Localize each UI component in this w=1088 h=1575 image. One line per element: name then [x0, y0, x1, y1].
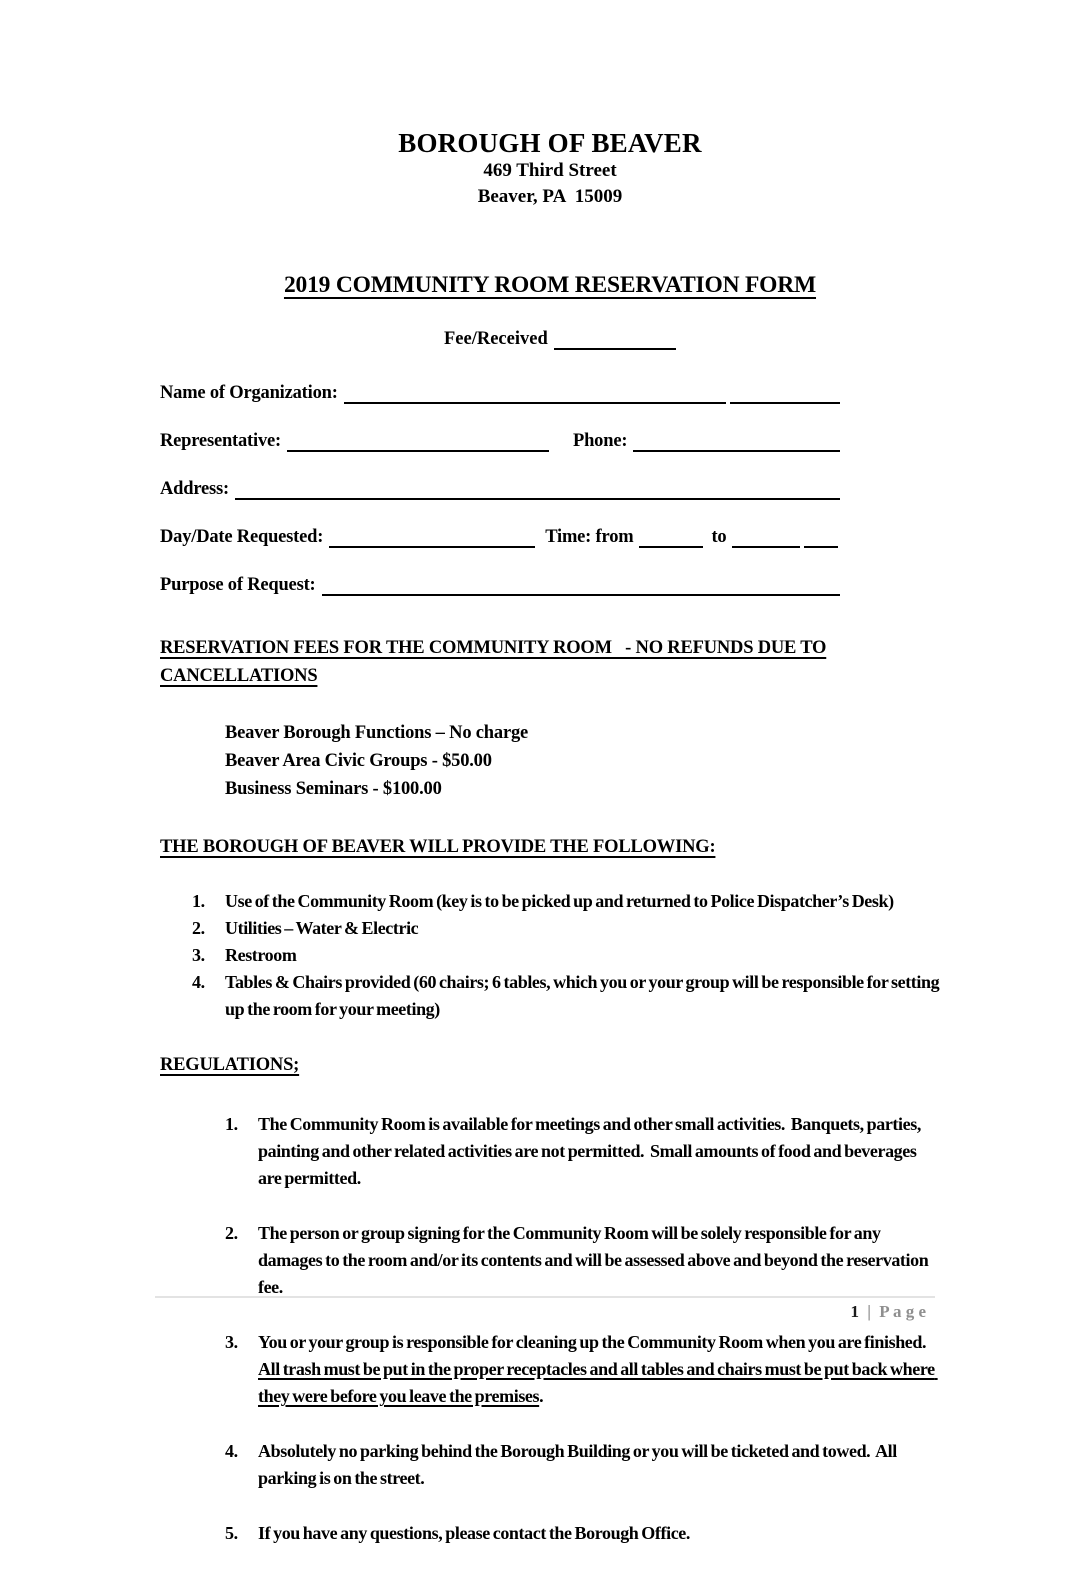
provisions-heading-text: THE BOROUGH OF BEAVER WILL PROVIDE THE FOLLOWING: [160, 836, 716, 857]
regulation-text: The Community Room is available for meetings and other small activities. Banquets, parties, painting and other related activities are not permitted. Small amounts of food and beverages are permitted. [258, 1114, 924, 1189]
list-item-number: 4. [192, 971, 205, 992]
list-item-text: Utilities – Water & Electric [225, 917, 419, 938]
list-item [225, 1220, 940, 1301]
list-item-text [258, 1438, 940, 1492]
fee-received-blank-line [554, 330, 676, 350]
provisions-section-heading [160, 833, 940, 862]
phone-blank-line [633, 432, 840, 452]
list-item-text: Use of the Community Room (key is to be picked up and returned to Police Dispatcher’s Desk) [225, 890, 894, 911]
day-date-blank-line [329, 528, 535, 548]
time-from-blank-line [639, 528, 703, 548]
list-item-number: 1. [192, 890, 205, 911]
purpose-blank-line [322, 576, 841, 596]
regulation-text: If you have any questions, please contact the Borough Office. [258, 1523, 690, 1544]
address-blank-line [235, 480, 840, 500]
fee-received-label: Fee/Received [444, 328, 548, 349]
field-address-row [160, 474, 840, 500]
field-daydate-row [160, 522, 840, 548]
list-item-number: 4. [225, 1441, 238, 1462]
fees-section-heading [160, 634, 940, 691]
regulation-text: The person or group signing for the Community Room will be solely responsible for any damages to the room and/or its contents and will be assessed above and beyond the reservation fee. [258, 1223, 932, 1298]
list-item [225, 1438, 940, 1492]
time-to-label: to [711, 526, 727, 547]
provisions-list [192, 888, 943, 1023]
page-number-footer [851, 1302, 927, 1322]
form-title-text: 2019 COMMUNITY ROOM RESERVATION FORM [283, 271, 817, 298]
field-purpose-row [160, 570, 840, 596]
list-item-number: 3. [192, 944, 205, 965]
fee-item: Business Seminars - $100.00 [225, 778, 442, 799]
list-item-number: 2. [225, 1223, 238, 1244]
fee-received-row [444, 329, 940, 350]
organization-label: Name of Organization: [160, 382, 338, 403]
fee-item: Beaver Area Civic Groups - $50.00 [225, 750, 492, 771]
list-item-text: Tables & Chairs provided (60 chairs; 6 tables, which you or your group will be responsible for setting up the room for your meeting) [225, 971, 943, 1019]
list-item [225, 1520, 940, 1547]
org-address-line2: Beaver, PA 15009 [477, 185, 623, 207]
day-date-label: Day/Date Requested: [160, 526, 324, 547]
list-item-number: 1. [225, 1114, 238, 1135]
representative-label: Representative: [160, 430, 281, 451]
list-item-text [258, 1111, 940, 1192]
organization-blank-line-2 [730, 384, 840, 404]
list-item [192, 888, 940, 915]
list-item-number: 2. [192, 917, 205, 938]
footer-divider [155, 1296, 935, 1298]
page-word: P a g e [879, 1302, 926, 1321]
purpose-label: Purpose of Request: [160, 574, 316, 595]
list-item [192, 915, 940, 942]
representative-blank-line [287, 432, 549, 452]
organization-blank-line [344, 384, 726, 404]
list-item-text [258, 1520, 940, 1547]
org-address-line1: 469 Third Street [483, 160, 617, 182]
fees-heading-line2: CANCELLATIONS [160, 666, 318, 687]
address-label: Address: [160, 478, 229, 499]
regulations-list [225, 1111, 940, 1547]
fees-heading-line1: RESERVATION FEES FOR THE COMMUNITY ROOM - NO REFUNDS DUE TO [160, 637, 827, 658]
regulations-heading-text: REGULATIONS; [160, 1054, 300, 1075]
regulation-emphasis-text: All trash must be put in the proper receptacles and all tables and chairs must be put back where they were before you leave the premises [258, 1359, 938, 1407]
list-item-text [258, 1220, 940, 1301]
list-item-number: 5. [225, 1523, 238, 1544]
list-item [225, 1111, 940, 1192]
fee-list [225, 719, 940, 803]
field-organization-row [160, 378, 840, 404]
regulation-text: You or your group is responsible for cleaning up the Community Room when you are finished. [258, 1332, 931, 1353]
org-name: BOROUGH OF BEAVER [398, 128, 702, 158]
regulations-section-heading [160, 1051, 940, 1080]
form-title [160, 272, 940, 299]
page-number-separator: | [867, 1302, 871, 1321]
page-number: 1 [850, 1302, 859, 1321]
list-item-number: 3. [225, 1332, 238, 1353]
list-item-text [258, 1329, 940, 1410]
letterhead [160, 128, 940, 210]
regulation-text-after: . [539, 1386, 544, 1407]
list-item [192, 969, 943, 1023]
time-to-blank-line [732, 528, 800, 548]
time-from-label: Time: from [545, 526, 634, 547]
document-content [160, 0, 943, 1575]
list-item [192, 942, 940, 969]
phone-label: Phone: [572, 430, 628, 451]
list-item [225, 1329, 940, 1410]
fee-item: Beaver Borough Functions – No charge [225, 722, 529, 743]
field-representative-row [160, 426, 840, 452]
regulation-text: Absolutely no parking behind the Borough Building or you will be ticketed and towed. All parking is on the street. [258, 1441, 900, 1489]
time-to-blank-line-2 [804, 528, 838, 548]
list-item-text: Restroom [225, 944, 297, 965]
